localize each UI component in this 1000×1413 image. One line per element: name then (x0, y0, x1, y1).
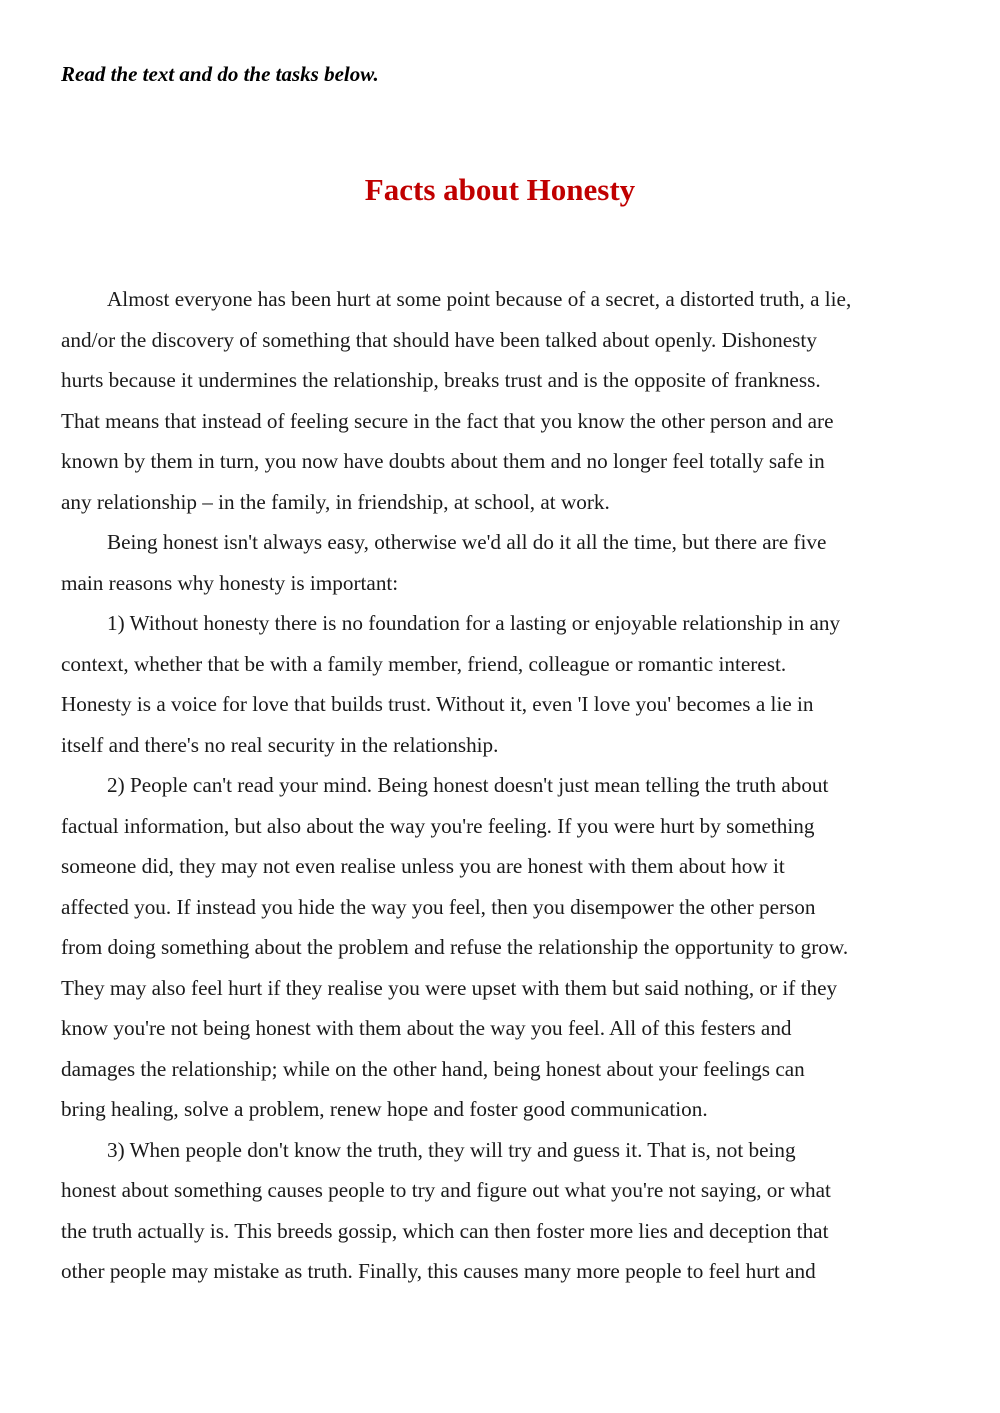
task-instruction: Read the text and do the tasks below. (61, 62, 379, 86)
text-line: Being honest isn't always easy, otherwise we'd all do it all the time, but there are five (107, 530, 827, 554)
text-line: from doing something about the problem and refuse the relationship the opportunity to grow. (61, 935, 849, 959)
text-line: itself and there's no real security in the relationship. (61, 732, 499, 757)
text-line: bring healing, solve a problem, renew hope and foster good communication. (61, 1097, 708, 1121)
text-line: honest about something causes people to try and figure out what you're not saying, or what (61, 1178, 831, 1202)
text-line: affected you. If instead you hide the way you feel, then you disempower the other person (61, 894, 816, 919)
document-title: Facts about Honesty (364, 172, 636, 207)
text-line: and/or the discovery of something that should have been talked about openly. Dishonesty (61, 327, 817, 352)
paragraph-reasons-intro (61, 522, 941, 603)
text-line: 2) People can't read your mind. Being honest doesn't just mean telling the truth about (107, 773, 829, 797)
text-line: 3) When people don't know the truth, they will try and guess it. That is, not being (107, 1137, 796, 1162)
paragraph-reason-2 (61, 765, 941, 1130)
text-line: main reasons why honesty is important: (61, 570, 399, 595)
text-line: known by them in turn, you now have doubts about them and no longer feel totally safe in (61, 449, 825, 473)
text-line: know you're not being honest with them about the way you feel. All of this festers and (61, 1016, 792, 1040)
text-line: That means that instead of feeling secure in the fact that you know the other person and are (61, 408, 834, 433)
text-line: hurts because it undermines the relationship, breaks trust and is the opposite of frankness. (61, 368, 821, 392)
paragraph-reason-3 (61, 1130, 941, 1292)
paragraph-intro (61, 279, 941, 522)
paragraph-reason-1 (61, 603, 941, 765)
text-line: They may also feel hurt if they realise you were upset with them but said nothing, or if they (61, 975, 838, 1000)
text-line: someone did, they may not even realise unless you are honest with them about how it (61, 854, 785, 878)
text-line: the truth actually is. This breeds gossip, which can then foster more lies and deception that (61, 1218, 829, 1243)
text-line: context, whether that be with a family member, friend, colleague or romantic interest. (61, 651, 787, 676)
text-line: 1) Without honesty there is no foundation for a lasting or enjoyable relationship in any (107, 611, 841, 635)
text-line: factual information, but also about the way you're feeling. If you were hurt by something (61, 813, 815, 838)
text-line: other people may mistake as truth. Finally, this causes many more people to feel hurt and (61, 1259, 816, 1283)
text-line: any relationship – in the family, in friendship, at school, at work. (61, 489, 610, 514)
text-line: damages the relationship; while on the other hand, being honest about your feelings can (61, 1056, 805, 1081)
article-body (61, 279, 941, 1292)
text-line: Honesty is a voice for love that builds trust. Without it, even 'I love you' becomes a lie in (61, 692, 814, 716)
text-line: Almost everyone has been hurt at some point because of a secret, a distorted truth, a lie, (107, 287, 852, 311)
